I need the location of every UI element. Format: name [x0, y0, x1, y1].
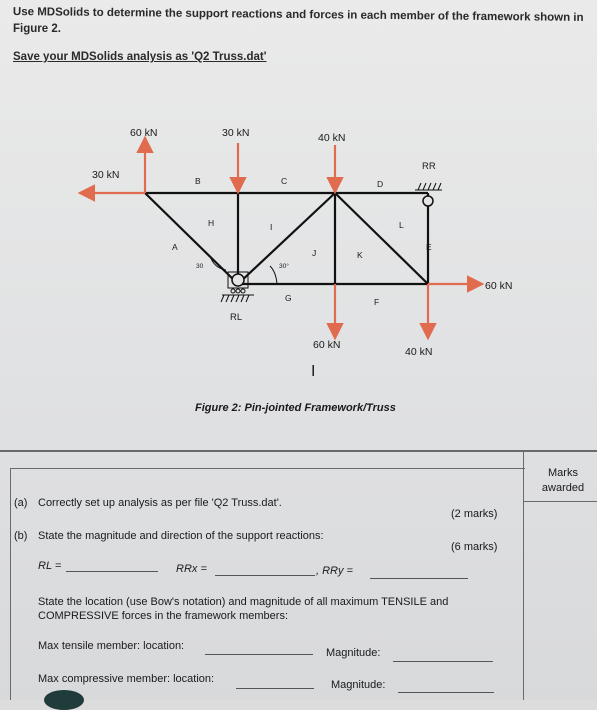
- instruction-line-1: Use MDSolids to determine the support reactions and forces in each member of the framework shown in: [12, 6, 584, 24]
- question-a-label: (a): [14, 497, 28, 509]
- angle-label-mid: 30°: [279, 263, 289, 270]
- angle-label-left: 30: [196, 263, 204, 270]
- reaction-rl-label: RL =: [38, 560, 62, 572]
- right-support: [415, 183, 442, 190]
- member-label-g: G: [285, 293, 292, 303]
- location-instruction-line-1: State the location (use Bow's notation) and magnitude of all maximum TENSILE and: [38, 596, 449, 608]
- marks-awarded-header: Marks awarded: [541, 467, 585, 494]
- member-label-a: A: [172, 242, 178, 252]
- question-a-text: Correctly set up analysis as per file 'Q2 Truss.dat'.: [38, 497, 282, 509]
- save-note: Save your MDSolids analysis as 'Q2 Truss.dat': [13, 51, 267, 63]
- photo-corner-shadow: [44, 690, 84, 710]
- reaction-rrx-field[interactable]: [215, 575, 315, 576]
- table-row-divider: [10, 468, 525, 469]
- member-label-k: K: [357, 250, 363, 260]
- question-b-marks: (6 marks): [451, 541, 498, 553]
- diagonal-i: [238, 193, 335, 284]
- location-instruction-line-2: COMPRESSIVE forces in the framework members:: [38, 610, 289, 622]
- max-tensile-magnitude-field[interactable]: [393, 661, 493, 662]
- max-compressive-label: Max compressive member: location:: [38, 673, 215, 685]
- member-label-b: B: [195, 176, 201, 186]
- member-label-h: H: [208, 218, 215, 228]
- table-left-border: [10, 468, 11, 700]
- member-label-f: F: [374, 297, 380, 307]
- reaction-rl-field[interactable]: [66, 571, 158, 572]
- max-compressive-magnitude-label: Magnitude:: [331, 679, 386, 691]
- member-label-d: D: [377, 179, 384, 189]
- member-label-e: E: [426, 242, 432, 252]
- angle-arc-mid: [270, 266, 277, 284]
- reaction-rry-label: , RRy =: [316, 565, 353, 577]
- member-label-l: L: [399, 220, 404, 230]
- text-cursor-icon: I: [311, 363, 316, 380]
- table-top-border: [0, 450, 597, 452]
- max-tensile-magnitude-label: Magnitude:: [326, 647, 381, 659]
- max-compressive-magnitude-field[interactable]: [398, 692, 494, 693]
- table-header-divider: [523, 501, 597, 502]
- load-label-left: 30 kN: [92, 169, 120, 181]
- load-label-bottom-mid: 60 kN: [313, 339, 341, 351]
- right-pin: [423, 196, 433, 206]
- instruction-line-2: Figure 2.: [13, 23, 61, 35]
- left-diagonal: [145, 193, 238, 284]
- diagonal-k: [335, 193, 428, 284]
- reaction-rrx-label: RRx =: [176, 563, 207, 575]
- max-tensile-label: Max tensile member: location:: [38, 640, 185, 652]
- question-b-text: State the magnitude and direction of the support reactions:: [38, 530, 324, 542]
- support-label-left: RL: [230, 312, 243, 323]
- question-b-label: (b): [14, 530, 28, 542]
- load-label-top-mid: 30 kN: [222, 127, 250, 139]
- left-pin: [232, 274, 244, 286]
- reaction-rry-field[interactable]: [370, 578, 468, 579]
- load-label-right: 60 kN: [485, 280, 513, 292]
- load-label-bottom-right: 40 kN: [405, 346, 433, 358]
- member-label-c: C: [281, 176, 288, 186]
- truss-members: [145, 193, 428, 284]
- figure-caption: Figure 2: Pin-jointed Framework/Truss: [195, 402, 396, 414]
- max-compressive-location-field[interactable]: [236, 688, 314, 689]
- load-arrows: [82, 140, 480, 336]
- member-label-j: J: [312, 248, 317, 258]
- max-tensile-location-field[interactable]: [205, 654, 313, 655]
- load-label-top-left: 60 kN: [130, 127, 158, 139]
- support-label-right: RR: [422, 161, 436, 172]
- table-right-border: [523, 452, 524, 700]
- load-label-top-right: 40 kN: [318, 132, 346, 144]
- member-label-i: I: [270, 222, 273, 232]
- question-a-marks: (2 marks): [451, 508, 498, 520]
